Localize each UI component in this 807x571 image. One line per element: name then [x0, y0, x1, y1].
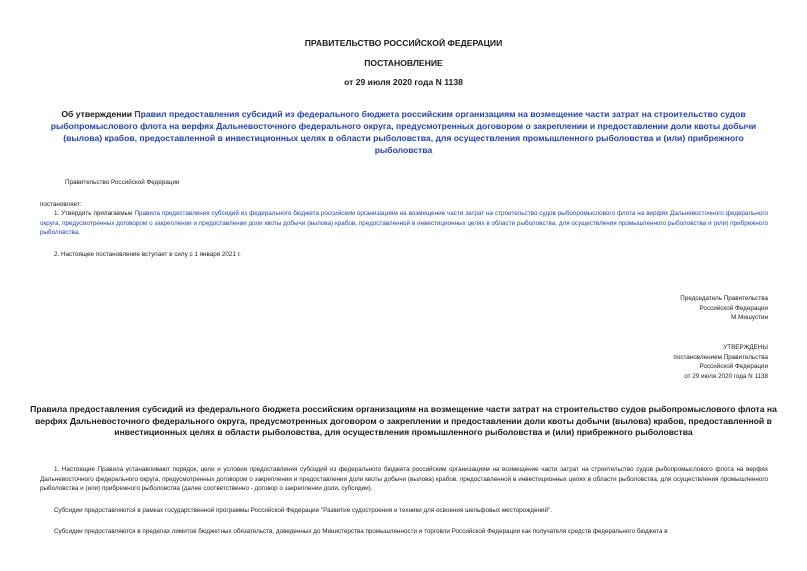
approved-date: от 29 июля 2020 года N 1138 — [684, 372, 768, 380]
signature-name: М.Мишустин — [731, 314, 768, 321]
document-type: ПОСТАНОВЛЕНИЕ — [364, 58, 443, 68]
rules-title: Правила предоставления субсидий из федерального бюджета российским организациям на возмещение части затрат на строительство судов рыбопромыслового флота на верфях Дальневосточного федерального округа, предусмотренных договором о закреплении и предоставлении доли квоты добычи (вылова) крабов, предоставленной в инвестиционных целях в области рыболовства, для осуществления промышленного рыболовства и (или) прибрежного рыболовства — [30, 404, 777, 437]
document-date-number: от 29 июля 2020 года N 1138 — [344, 77, 463, 87]
approved-word: УТВЕРЖДЕНЫ — [723, 344, 768, 351]
approved-country: Российской Федерации — [699, 363, 768, 370]
signature-country: Российской Федерации — [699, 304, 768, 312]
signature-position: Председатель Правительства — [680, 295, 768, 302]
item1-suffix: . — [78, 229, 81, 236]
title-prefix: Об утверждении — [61, 109, 135, 119]
approved-by: постановлением Правительства — [673, 353, 768, 361]
rules-paragraph-1: 1. Настоящие Правила устанавливают порядок, цели и условия предоставления субсидий из федерального бюджета российским организациям на возмещение части затрат на строительство судов рыбопромыслового флота на верфях Дальневосточного федерального округа, предусмотренных договором о закреплении и предоставлении доли квоты добычи (вылова) крабов, предоставленной в инвестиционных целях в области рыболовства, для осуществления промышленного рыболовства и (или) прибрежного рыболовства (далее соответственно - договор о закреплении доли, субсидии). — [40, 466, 768, 492]
approval-stamp — [500, 343, 768, 381]
decrees-word: постановляет: — [40, 201, 82, 208]
government-header: ПРАВИТЕЛЬСТВО РОССИЙСКОЙ ФЕДЕРАЦИИ — [304, 38, 503, 48]
item1-prefix: 1. Утвердить прилагаемые — [54, 210, 135, 217]
signature-block — [500, 294, 768, 323]
rules-paragraph-2: Субсидии предоставляются в рамках государственной программы Российской Федерации "Развитие судостроения и техники для освоения шельфовых месторождений". — [54, 507, 552, 514]
rules-link[interactable]: Правила предоставления субсидий из федерального бюджета российским организациям на возмещение части затрат на строительство судов рыбопромыслового флота на верфях Дальневосточного федерального округа, предусмотренных договором о закреплении и предоставлении доли квоты добычи (вылова) крабов, предоставленной в инвестиционных целях в области рыболовства, для осуществления промышленного рыболовства и (или) прибрежного рыболовства — [40, 210, 769, 236]
decree-item-1 — [40, 209, 768, 238]
document-title — [40, 108, 767, 156]
decree-item-2: 2. Настоящее постановление вступает в силу с 1 января 2021 г. — [54, 251, 241, 258]
issuer: Правительство Российской Федерации — [65, 179, 180, 186]
rules-title-link[interactable]: Правил предоставления субсидий из федерального бюджета российским организациям на возмещение части затрат на строительство судов рыбопромыслового флота на верфях Дальневосточного федерального округа, предусмотренных договором о закреплении и предоставлении доли квоты добычи (вылова) крабов, предоставленной в инвестиционных целях в области рыболовства, для осуществления промышленного рыболовства и (или) прибрежного рыболовства — [50, 109, 757, 155]
rules-paragraph-3: Субсидии предоставляются в пределах лимитов бюджетных обязательств, доведенных до Министерства промышленности и торговли Российской Федерации как получателя средств федерального бюджета в — [54, 528, 668, 535]
